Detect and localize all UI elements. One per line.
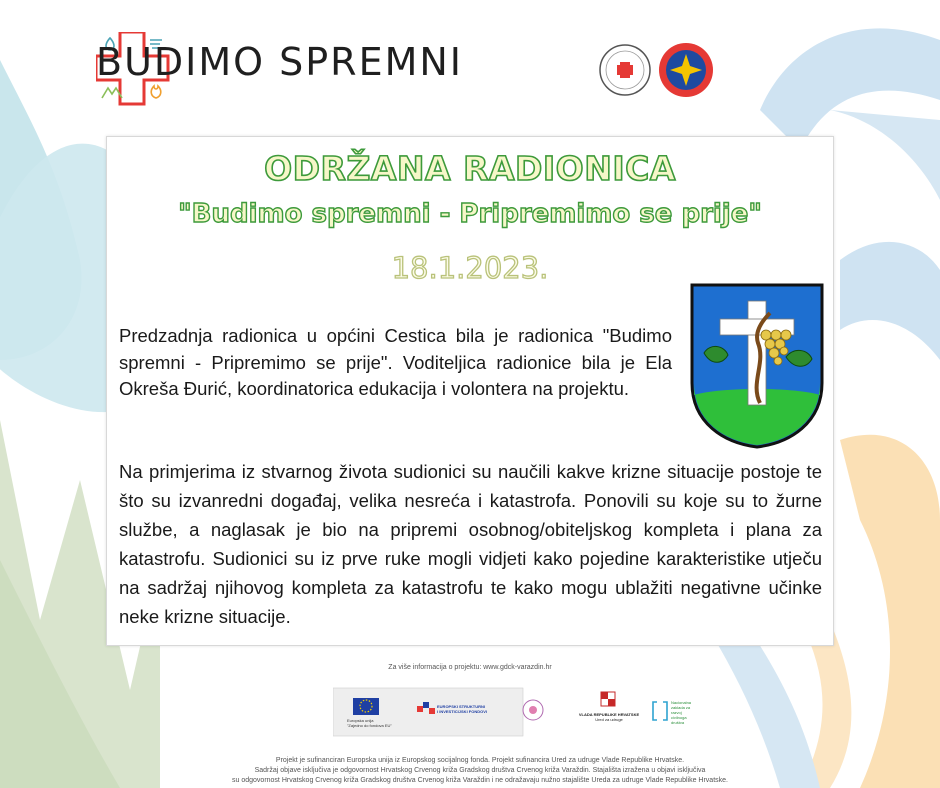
bg-blue-c3 <box>840 242 940 360</box>
footer-disclaimer <box>200 756 760 786</box>
sponsor-logo-strip <box>333 684 723 740</box>
event-date: 18.1.2023. <box>391 251 549 285</box>
nz-label-4: civilnoga <box>671 715 687 720</box>
footer-line-1: Projekt je sufinanciran Europska unija iz Europskog socijalnog fonda. Projekt sufinancira Ured za udruge Vlade Republike Hrvatske. <box>275 757 685 764</box>
footer-line-2: Sadržaj objave isključiva je odgovornost Hrvatskog Crvenog križa Gradskog društva Crvenog križa Varaždin. Stajališta izražena u objavi isključiva <box>254 767 706 774</box>
croatia-coat-icon <box>601 692 615 706</box>
civil-protection-logo <box>659 43 713 97</box>
nz-logo-icon <box>653 702 667 720</box>
brand-title: BUDIMO SPREMNI <box>96 40 463 84</box>
nz-label-5: društva <box>671 720 685 725</box>
vlada-label: VLADA REPUBLIKE HRVATSKE <box>578 712 640 717</box>
footer-line-3: su odgovornost Hrvatskog Crvenog križa Gradskog društva Crvenog križa Varaždin i ne odražavaju nužno stajalište Ureda za udruge Vlade Republike Hrvatske. <box>232 777 728 784</box>
eu-label: Europska unija <box>347 718 374 723</box>
paragraph-details: Na primjerima iz stvarnog života sudionici su naučili kakve krizne situacije postoje te što su izvanredni događaj, velika nesreća i katastrofa. Ponovili su koje su to žurne službe, a naglasak je bio na pripremi osobnog/obiteljskog kompleta i plana za katastrofu. Sudionici su iz prve ruke mogli vidjeti kako pojedine karakteristike utječu na sadržaj njihovog kompleta za katastrofu te kako mogu ublažiti negativne učinke neke krizne situacije. <box>119 461 822 627</box>
nz-label-3: razvoj <box>671 710 682 715</box>
bg-blue-c2 <box>830 110 940 200</box>
esif-label-2: I INVESTICIJSKI FONDOVI <box>437 709 488 714</box>
card-title: ODRŽANA RADIONICA <box>264 149 676 188</box>
civil-society-icon <box>523 700 543 720</box>
cestica-coat-of-arms <box>690 283 824 449</box>
esif-label-1: EUROPSKI STRUKTURNI <box>437 704 486 709</box>
announcement-card <box>106 136 834 646</box>
nz-label-1: Nacionalna <box>671 700 692 705</box>
eu-flag-icon <box>353 698 379 715</box>
bg-orange-arc <box>840 435 940 788</box>
footer-info-link[interactable]: Za više informacija o projektu: www.gdck-varazdin.hr <box>388 664 552 671</box>
red-cross-logo <box>600 45 650 95</box>
card-subtitle: "Budimo spremni - Pripremimo se prije" <box>178 199 762 229</box>
vlada-sub-label: Ured za udruge <box>595 717 623 722</box>
nz-label-2: zaklada za <box>671 705 691 710</box>
eu-sub-label: "Zajedno do fondova EU" <box>347 723 392 728</box>
paragraph-intro: Predzadnja radionica u općini Cestica bila je radionica "Budimo spremni - Pripremimo se prije". Voditeljica radionice bila je Ela Okreša Đurić, koordinatorica edukacija i volontera na projektu. <box>119 325 672 399</box>
